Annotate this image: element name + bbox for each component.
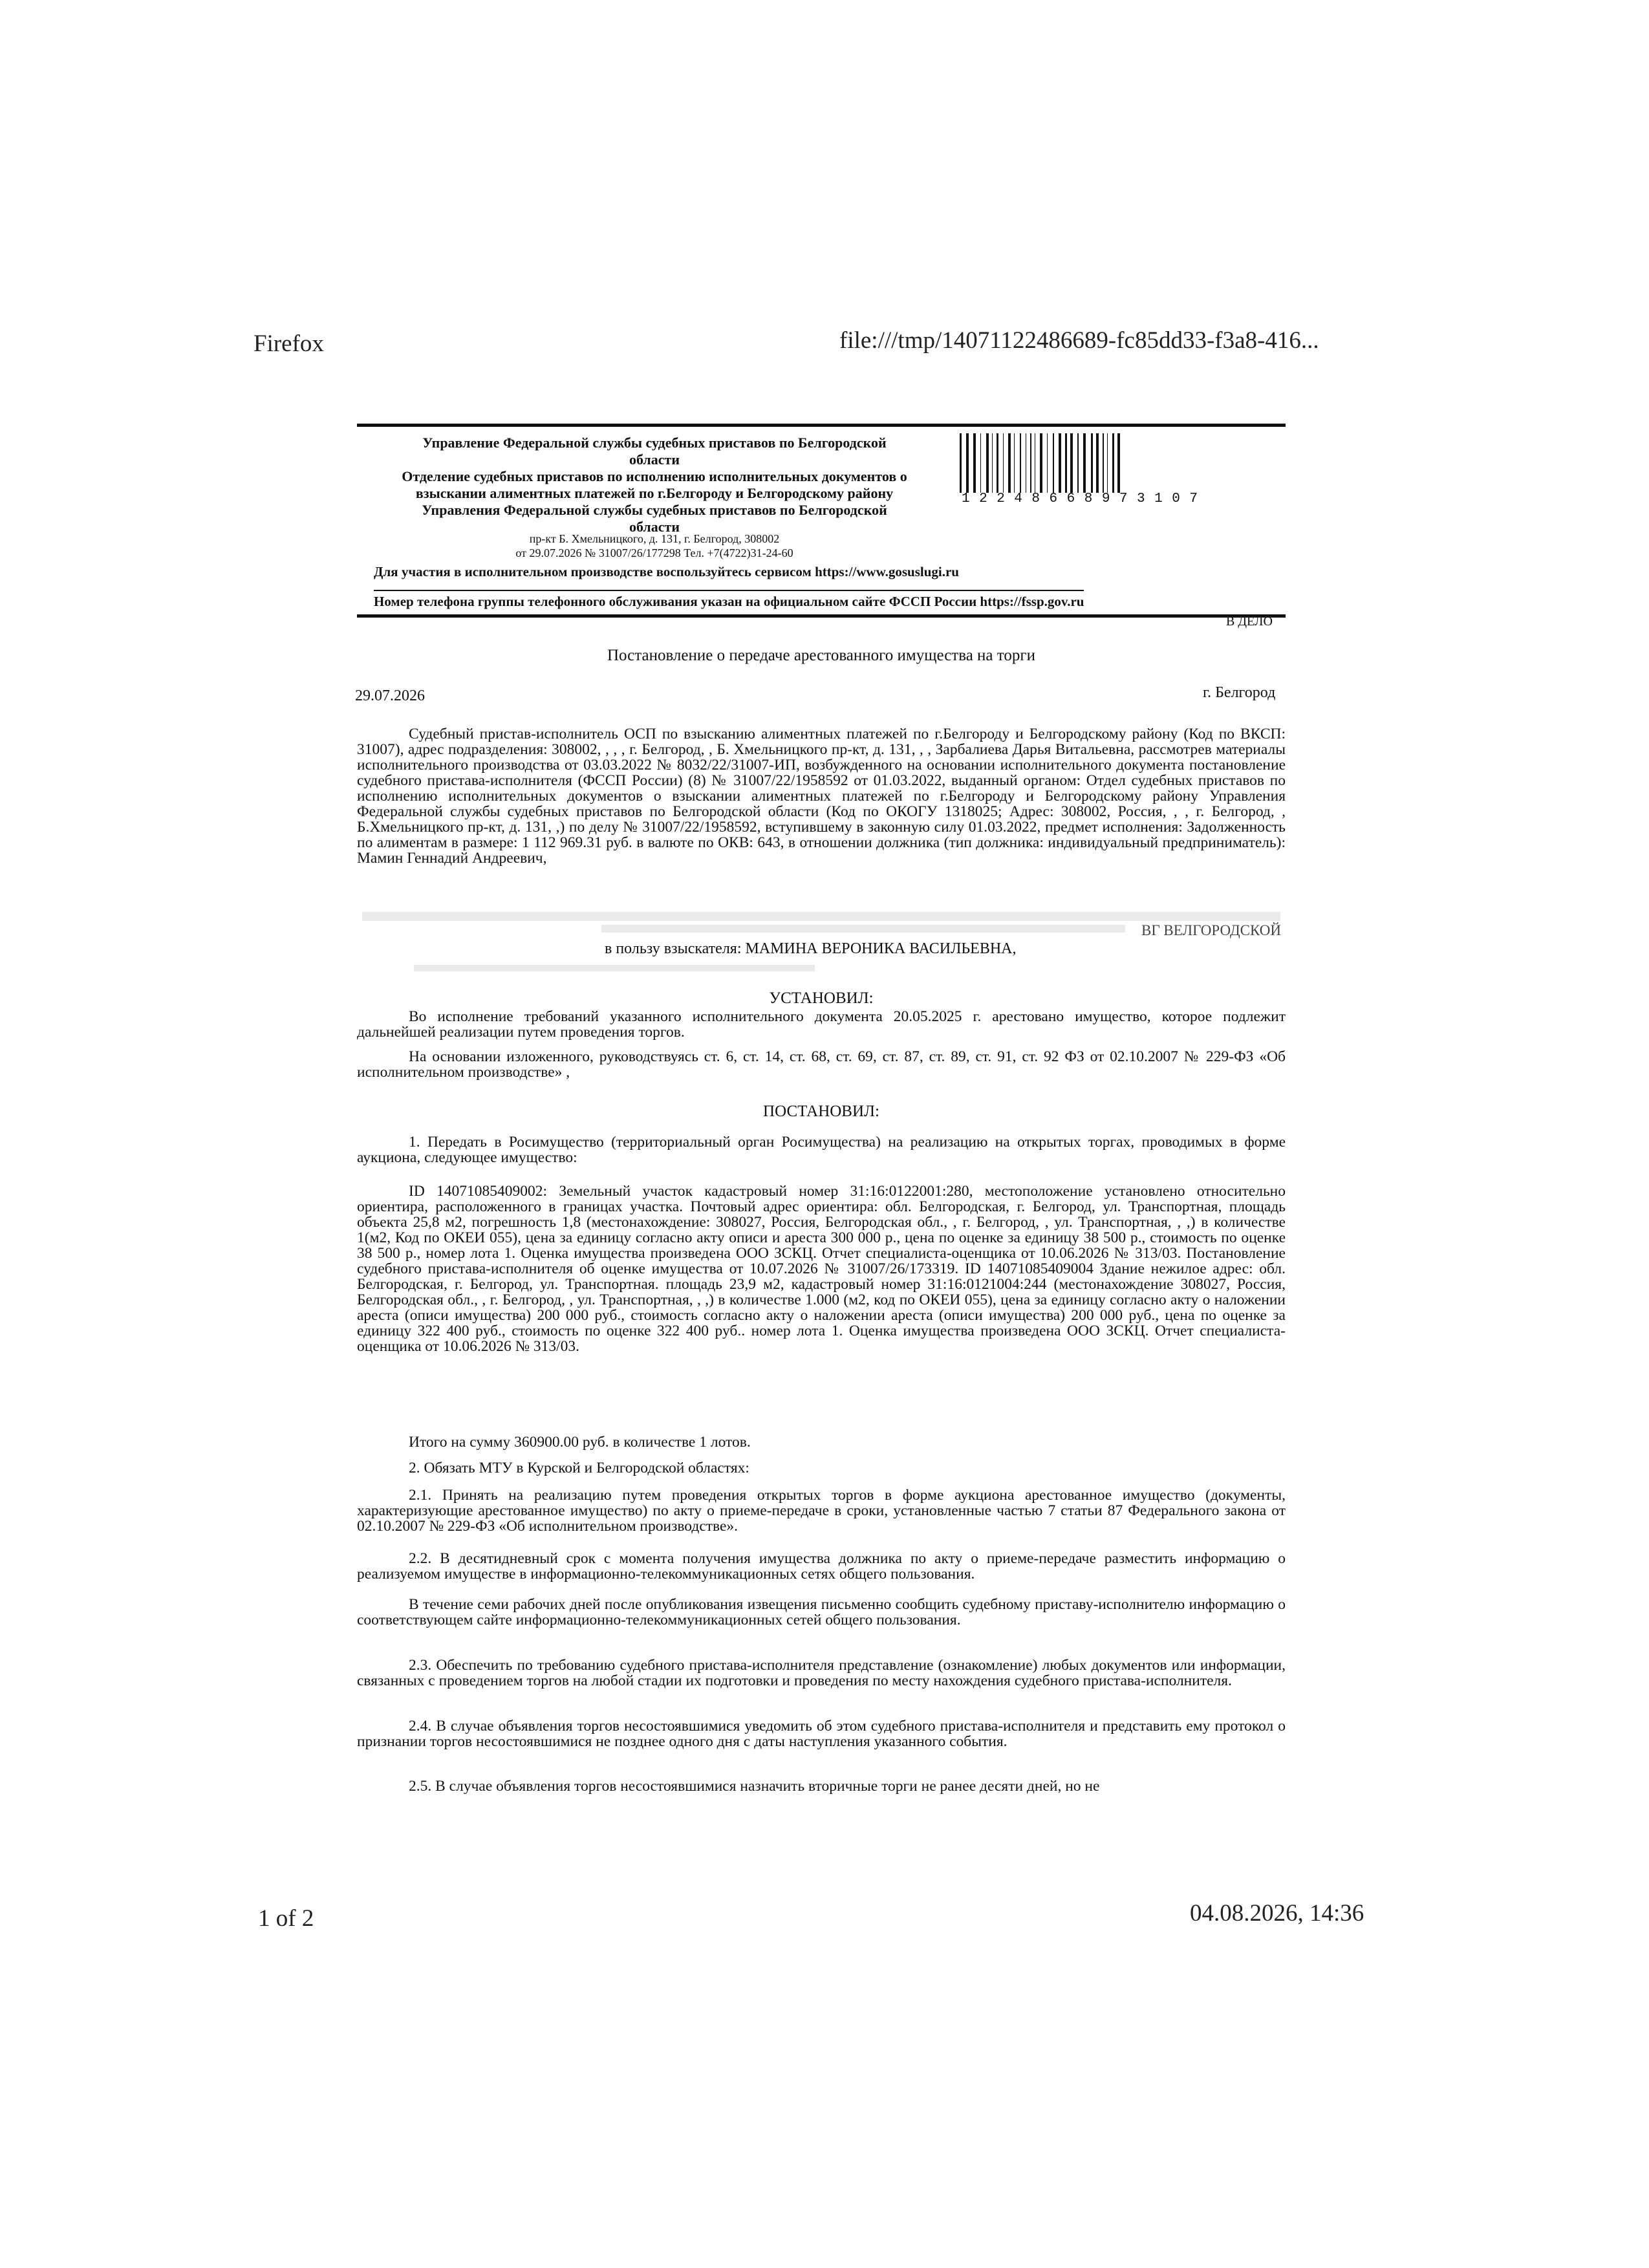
resolution-item: 2.5. В случае объявления торгов несостоявшимися назначить вторичные торги не ранее десяти дней, но не — [409, 1778, 1100, 1795]
document-title: Постановление о передаче арестованного имущества на торги — [607, 647, 1036, 664]
organization-address: пр-кт Б. Хмельницкого, д. 131, г. Белгород, 308002 от 29.07.2026 № 31007/26/177298 Тел. +7(4722)31-24-60 — [515, 532, 793, 559]
resolution-item: 2. Обязать МТУ в Курской и Белгородской областях: — [409, 1460, 749, 1476]
file-mark: В ДЕЛО — [1226, 614, 1273, 629]
letterhead — [357, 424, 1286, 618]
established-heading: УСТАНОВИЛ: — [769, 989, 874, 1007]
print-datetime: 04.08.2026, 14:36 — [1190, 1900, 1364, 1927]
page-counter: 1 of 2 — [258, 1905, 314, 1932]
resolution-item: 2.3. Обеспечить по требованию судебного пристава-исполнителя представление (ознакомление) любых документов или информации, связанных с проведением торгов на любой стадии их подготовки и проведения по месту нахождения судебного пристава-исполнителя. — [357, 1657, 1286, 1689]
phone-note: Номер телефона группы телефонного обслуживания указан на официальном сайте ФССП России https://fssp.gov.ru — [374, 590, 1084, 610]
barcode-icon — [958, 433, 1282, 493]
document-city: г. Белгород — [1203, 684, 1276, 701]
document-date: 29.07.2026 — [355, 687, 425, 704]
resolution-item: 2.2. В десятидневный срок с момента получения имущества должника по акту о приеме-передаче разместить информацию о реализуемом имуществе в информационно-телекоммуникационных сетях общего пользования. — [357, 1550, 1286, 1582]
redaction-mark — [601, 925, 1125, 933]
organization-name: Управление Федеральной службы судебных приставов по Белгородской области Отделение судебных приставов по исполнению исполнительных документов о взыскании алиментных платежей по г.Белгороду и Белгородскому району Управления Федеральной службы судебных приставов по Белгородской области — [402, 435, 907, 535]
browser-app-name: Firefox — [253, 330, 324, 357]
intro-paragraph: Судебный пристав-исполнитель ОСП по взысканию алиментных платежей по г.Белгороду и Белгородскому району (Код по ВКСП: 31007), адрес подразделения: 308002, , , , г. Белгород, , Б. Хмельницкого пр-кт, д. 131, , , Зарбалиева Дарья Витальевна, рассмотрев материалы исполнительного производства от 03.03.2022 № 8032/22/31007-ИП, возбужденного на основании исполнительного документа постановление судебного пристава-исполнителя (ФССП России) (8) № 31007/22/1958592 от 01.03.2022, выданный органом: Отдел судебных приставов по исполнению исполнительных документов о взыскании алиментных платежей по г.Белгороду и Белгородскому району Управления Федеральной службы судебных приставов по Белгородской области (Код по ОКОГУ 1318025; Адрес: 308002, Россия, , , г. Белгород, , Б.Хмельницкого пр-кт, д. 131, ,) по делу № 31007/22/1958592, вступившему в законную силу 01.03.2022, предмет исполнения: Задолженность по алиментам в размере: 1 112 969.31 руб. в валюте по ОКВ: 643, в отношении должника (тип должника: индивидуальный предприниматель): Мамин Геннадий Андреевич, — [357, 726, 1286, 867]
barcode-number: 12248668973107 — [962, 491, 1207, 506]
creditor-line: в пользу взыскателя: МАМИНА ВЕРОНИКА ВАСИЛЬЕВНА, — [605, 940, 1017, 957]
redaction-mark — [414, 965, 815, 971]
redacted-fragment: ВГ ВЕЛГОРОДСКОЙ — [1141, 922, 1281, 938]
established-text: Во исполнение требований указанного исполнительного документа 20.05.2025 г. арестовано имущество, которое подлежит дальнейшей реализации путем проведения торгов. — [357, 1008, 1286, 1041]
resolution-item: В течение семи рабочих дней после опубликования извещения письменно сообщить судебному приставу-исполнителю информацию о соответствующем сайте информационно-телекоммуникационных сетей общего пользования. — [357, 1596, 1286, 1628]
resolution-item: ID 14071085409002: Земельный участок кадастровый номер 31:16:0122001:280, местоположение установлено относительно ориентира, расположенного в границах участка. Почтовый адрес ориентира: обл. Белгородская, г. Белгород, ул. Транспортная, площадь объекта 25,8 м2, погрешность 1,8 (местонахождение: 308027, Россия, Белгородская обл., , г. Белгород, , ул. Транспортная, , ,) в количестве 1(м2, Код по ОКЕИ 055), цена за единицу согласно акту описи и ареста 300 000 р., цена по оценке за единицу 38 500 р., стоимость по оценке 38 500 р., номер лота 1. Оценка имущества произведена ООО ЗСКЦ. Отчет специалиста-оценщика от 10.06.2026 № 313/03. Постановление судебного пристава-исполнителя об оценке имущества от 10.07.2026 № 31007/26/173319. ID 14071085409004 Здание нежилое адрес: обл. Белгородская, г. Белгород, ул. Транспортная. площадь 23,9 м2, кадастровый номер 31:16:0121004:244 (местонахождение 308027, Россия, Белгородская обл., , г. Белгород, , ул. Транспортная, , ,) в количестве 1.000 (м2, код по ОКЕИ 055), цена за единицу согласно акту о наложении ареста (описи имущества) 200 000 руб., стоимость согласно акту о наложении ареста (описи имущества) 200 000 руб., цена по оценке за единицу 322 400 руб., стоимость по оценке 322 400 руб.. номер лота 1. Оценка имущества произведена ООО ЗСКЦ. Отчет специалиста-оценщика от 10.06.2026 № 313/03. — [357, 1183, 1286, 1355]
resolution-item: 2.1. Принять на реализацию путем проведения открытых торгов в форме аукциона арестованное имущество (документы, характеризующие арестованное имущество) по акту о приеме-передаче в сроки, установленные частью 7 статьи 87 Федерального закона от 02.10.2007 № 229-ФЗ «Об исполнительном производстве». — [357, 1487, 1286, 1535]
redaction-mark — [362, 912, 1280, 921]
resolution-item: 1. Передать в Росимущество (территориальный орган Росимущества) на реализацию на открытых торгах, проводимых в форме аукциона, следующее имущество: — [357, 1134, 1286, 1166]
browser-url: file:///tmp/14071122486689-fc85dd33-f3a8-416... — [839, 327, 1319, 354]
resolution-item: 2.4. В случае объявления торгов несостоявшимися уведомить об этом судебного пристава-исполнителя и представить ему протокол о признании торгов несостоявшимися не позднее одного дня с даты наступления указанного события. — [357, 1718, 1286, 1750]
resolved-heading: ПОСТАНОВИЛ: — [763, 1103, 879, 1120]
resolution-total: Итого на сумму 360900.00 руб. в количестве 1 лотов. — [409, 1434, 751, 1451]
gosuslugi-note: Для участия в исполнительном производстве воспользуйтесь сервисом https://www.gosuslugi.ru — [374, 564, 959, 579]
basis-text: На основании изложенного, руководствуясь ст. 6, ст. 14, ст. 68, ст. 69, ст. 87, ст. 89, ст. 91, ст. 92 ФЗ от 02.10.2007 № 229-ФЗ «Об исполнительном производстве» , — [357, 1048, 1286, 1081]
